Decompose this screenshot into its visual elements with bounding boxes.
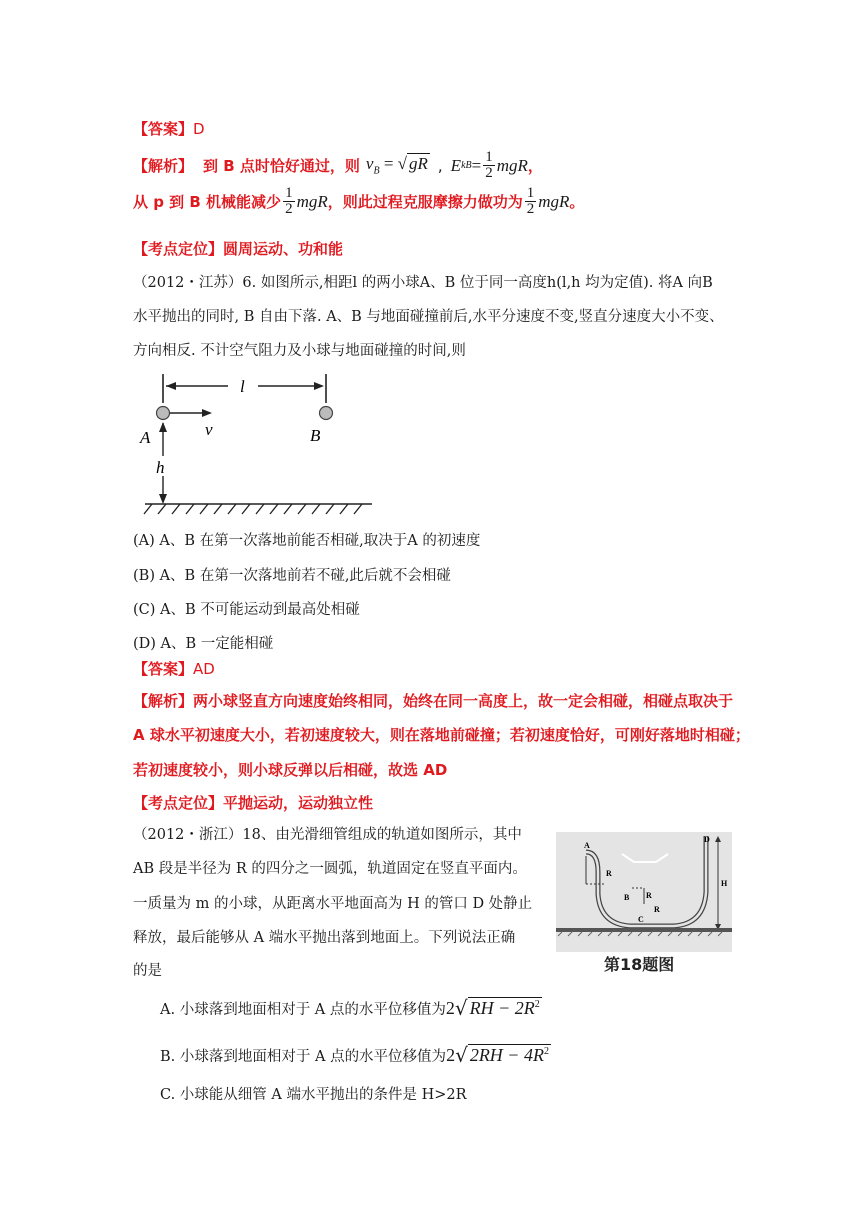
- analysis-tag: 【解析】: [133, 157, 194, 175]
- q18-option-c: C. 小球能从细管 A 端水平抛出的条件是 H>2R: [160, 1087, 467, 1103]
- fig-label-h: h: [156, 458, 165, 477]
- q18-line-3: 一质量为 m 的小球，从距离水平地面高为 H 的管口 D 处静止: [133, 896, 533, 912]
- analysis-line2-b: ，则此过程克服摩擦力做功为: [327, 193, 523, 211]
- q18-figure-caption: 第18题图: [604, 955, 675, 974]
- ground-hatching: [144, 504, 362, 514]
- q6-option-a: (A) A、B 在第一次落地前能否相碰,取决于A 的初速度: [133, 533, 481, 549]
- q6-answer: 【答案】AD: [133, 660, 215, 678]
- fig-label-v: v: [205, 420, 213, 439]
- fig-label-b: B: [310, 426, 321, 445]
- q18-option-a: A. 小球落到地面相对于 A 点的水平位移值为 2 √ RH − $2R^2$: [160, 996, 540, 1020]
- q6-option-d: (D) A、B 一定能相碰: [133, 636, 274, 652]
- analysis-line-1: 【解析】 到 B 点时恰好通过，则 $v_B$ = √ gR , E kB = $\frac{1}{2}$ mgR ，: [133, 149, 543, 181]
- fig18-label-a: A: [584, 841, 590, 850]
- q6-line-3: 方向相反. 不计空气阻力及小球与地面碰撞的时间,则: [133, 343, 466, 359]
- q6-line-1: （2012・江苏）6. 如图所示,相距l 的两小球A、B 位于同一高度h(l,h 均为定值). 将A 向B: [133, 275, 713, 291]
- q6-line-2: 水平抛出的同时, B 自由下落. A、B 与地面碰撞前后,水平分速度不变,竖直分速度大小不变、: [133, 309, 724, 325]
- kaodian-line-1: 【考点定位】圆周运动、功和能: [133, 240, 344, 258]
- q6-option-c: (C) A、B 不可能运动到最高处相碰: [133, 602, 360, 618]
- vb-formula: $v_B$ = √ gR: [365, 154, 428, 177]
- q18-line-2: AB 段是半径为 R 的四分之一圆弧，轨道固定在竖直平面内。: [133, 861, 527, 877]
- fig-label-l: l: [240, 377, 245, 396]
- ball-a: [157, 407, 170, 420]
- analysis-line-2: 从 p 到 B 机械能减少 $\frac{1}{2}$ mgR ，则此过程克服摩擦力做功为 $\frac{1}{2}$ mgR 。: [133, 185, 585, 217]
- q18-figure: [556, 832, 732, 952]
- q6-analysis-line-1: 【解析】两小球竖直方向速度始终相同，始终在同一高度上，故一定会相碰，相碰点取决于: [133, 692, 734, 710]
- fig18-label-b: B: [624, 893, 630, 902]
- analysis-text: 到 B 点时恰好通过，则: [203, 157, 360, 175]
- q6-option-b: (B) A、B 在第一次落地前若不碰,此后就不会相碰: [133, 568, 451, 584]
- answer-value: D: [193, 120, 205, 138]
- q6-analysis-line-3: 若初速度较小，则小球反弹以后相碰，故选 AD: [133, 761, 448, 779]
- fig18-label-d: D: [704, 835, 710, 844]
- q18-line-5: 的是: [133, 963, 162, 979]
- fig18-label-h: H: [721, 879, 728, 888]
- q18-line-4: 释放，最后能够从 A 端水平抛出落到地面上。下列说法正确: [133, 930, 516, 946]
- q18-option-b: B. 小球落到地面相对于 A 点的水平位移值为 2 √ $2RH - 4R^2$: [160, 1043, 549, 1067]
- fig18-label-r1: R: [606, 869, 612, 878]
- comma: ，: [527, 157, 543, 175]
- answer-tag: 【答案】: [133, 120, 194, 138]
- fig18-label-r2: R: [646, 891, 652, 900]
- q18-line-1: （2012・浙江）18、由光滑细管组成的轨道如图所示，其中: [133, 827, 522, 843]
- q6-analysis-line-2: A 球水平初速度大小，若初速度较大，则在落地前碰撞；若初速度恰好，可刚好落地时相碰；: [133, 726, 750, 744]
- ekb-formula: E kB = $\frac{1}{2}$ mgR: [450, 149, 528, 181]
- fig18-label-r3: R: [654, 905, 660, 914]
- analysis-line2-a: 从 p 到 B 机械能减少: [133, 193, 282, 211]
- fig18-label-c: C: [638, 915, 644, 924]
- fig-label-a: A: [140, 428, 151, 447]
- q6-kaodian: 【考点定位】平抛运动，运动独立性: [133, 794, 374, 812]
- answer-line-1: [133, 118, 205, 139]
- ball-b: [320, 407, 333, 420]
- q6-figure: [130, 368, 380, 518]
